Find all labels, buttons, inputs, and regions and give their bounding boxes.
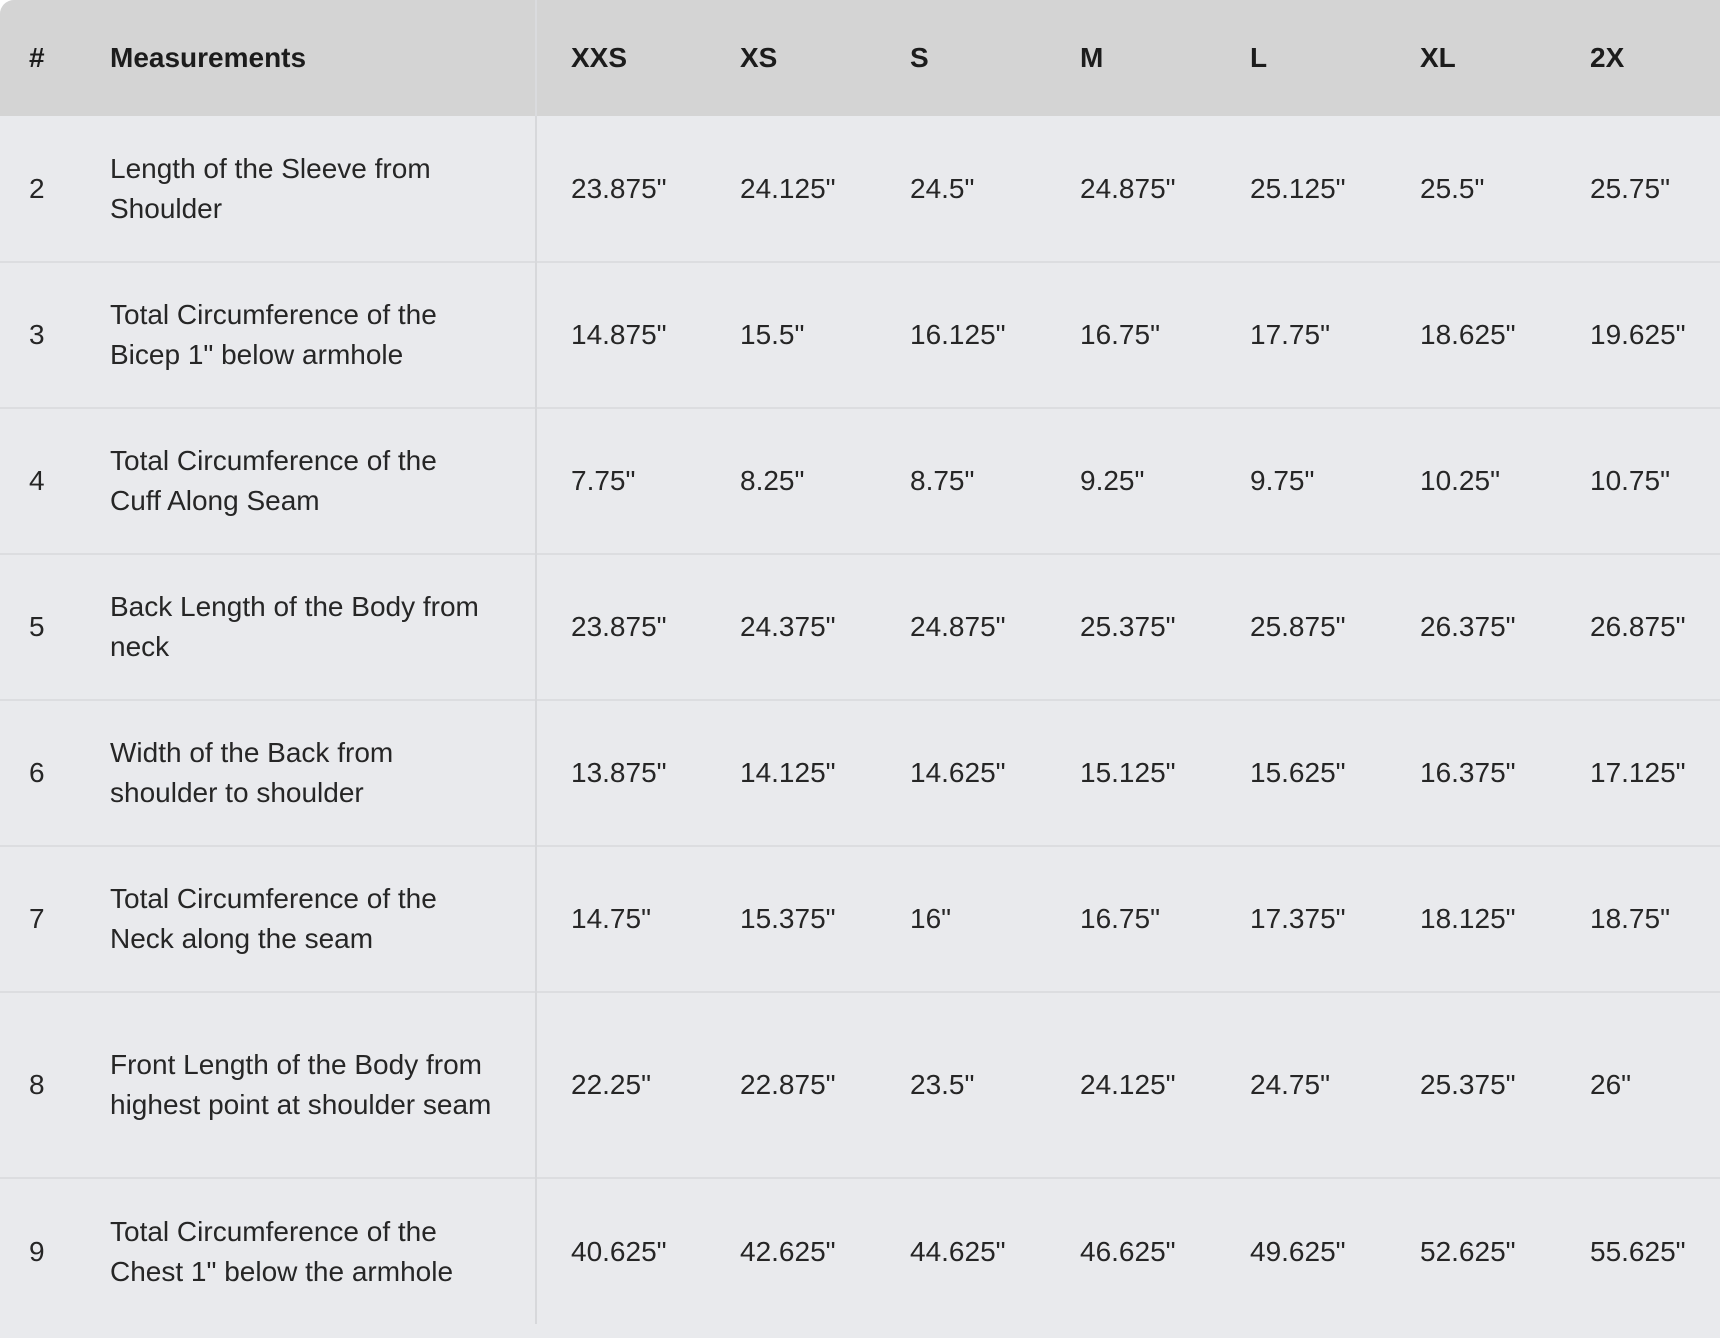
value-xl: 26.375" — [1420, 611, 1516, 642]
row-number: 2 — [29, 172, 45, 204]
table-row — [0, 992, 1720, 1178]
header-size-l: L — [1250, 42, 1268, 73]
value-2x: 17.125" — [1590, 757, 1686, 788]
table-row — [0, 554, 1720, 700]
value-xl: 52.625" — [1420, 1235, 1516, 1267]
value-l: 17.75" — [1250, 319, 1331, 350]
header-size-m: M — [1080, 42, 1104, 73]
table-row — [0, 846, 1720, 992]
value-l: 17.375" — [1250, 903, 1346, 934]
measurement-label: Front Length of the Body from highest point at shoulder seam — [110, 992, 536, 1178]
value-2x: 18.75" — [1590, 903, 1671, 934]
value-l: 25.125" — [1250, 172, 1346, 204]
measurement-label: Total Circumference of the Bicep 1" below armhole — [110, 262, 536, 408]
row-number: 9 — [29, 1235, 45, 1267]
value-2x: 25.75" — [1590, 172, 1671, 204]
value-l: 49.625" — [1250, 1235, 1346, 1267]
value-m: 24.875" — [1080, 172, 1176, 204]
value-2x: 26.875" — [1590, 611, 1686, 642]
value-xxs: 40.625" — [571, 1235, 667, 1267]
value-xs: 42.625" — [740, 1235, 836, 1267]
value-2x: 19.625" — [1590, 319, 1686, 350]
value-xs: 15.375" — [740, 903, 836, 934]
row-number: 5 — [29, 611, 45, 642]
value-m: 9.25" — [1080, 465, 1145, 496]
value-l: 15.625" — [1250, 757, 1346, 788]
value-xl: 25.5" — [1420, 172, 1485, 204]
value-s: 14.625" — [910, 757, 1006, 788]
measurement-label: Back Length of the Body from neck — [110, 554, 536, 700]
header-size-s: S — [910, 42, 929, 73]
table-row — [0, 700, 1720, 846]
value-xxs: 23.875" — [571, 172, 667, 204]
header-size-xs: XS — [740, 42, 778, 73]
value-xxs: 13.875" — [571, 757, 667, 788]
header-measurements: Measurements — [110, 0, 536, 116]
value-xs: 24.375" — [740, 611, 836, 642]
measurement-label: Total Circumference of the Cuff Along Seam — [110, 408, 536, 554]
row-number: 4 — [29, 465, 45, 496]
row-number: 3 — [29, 319, 45, 350]
value-m: 16.75" — [1080, 319, 1161, 350]
value-m: 15.125" — [1080, 757, 1176, 788]
value-m: 24.125" — [1080, 1069, 1176, 1100]
value-s: 23.5" — [910, 1069, 975, 1100]
value-m: 46.625" — [1080, 1235, 1176, 1267]
value-xl: 25.375" — [1420, 1069, 1516, 1100]
value-xl: 18.125" — [1420, 903, 1516, 934]
header-size-xxs: XXS — [571, 42, 628, 73]
value-s: 8.75" — [910, 465, 975, 496]
value-xl: 16.375" — [1420, 757, 1516, 788]
table-row — [0, 1178, 1720, 1324]
measurement-label: Width of the Back from shoulder to shoulder — [110, 700, 536, 846]
table-row — [0, 262, 1720, 408]
value-xxs: 23.875" — [571, 611, 667, 642]
value-2x: 10.75" — [1590, 465, 1671, 496]
measurement-label: Total Circumference of the Neck along the seam — [110, 846, 536, 992]
table-row — [0, 116, 1720, 262]
value-xxs: 7.75" — [571, 465, 636, 496]
value-s: 16.125" — [910, 319, 1006, 350]
measurement-label: Length of the Sleeve from Shoulder — [110, 116, 536, 262]
row-number: 6 — [29, 757, 45, 788]
value-xs: 22.875" — [740, 1069, 836, 1100]
value-xl: 18.625" — [1420, 319, 1516, 350]
value-xs: 24.125" — [740, 172, 836, 204]
value-xs: 15.5" — [740, 319, 805, 350]
value-s: 24.875" — [910, 611, 1006, 642]
table-row — [0, 408, 1720, 554]
value-xxs: 14.75" — [571, 903, 652, 934]
value-m: 25.375" — [1080, 611, 1176, 642]
value-xl: 10.25" — [1420, 465, 1501, 496]
value-2x: 55.625" — [1590, 1235, 1686, 1267]
header-row — [0, 0, 1720, 116]
value-l: 25.875" — [1250, 611, 1346, 642]
row-number: 7 — [29, 903, 45, 934]
value-xs: 8.25" — [740, 465, 805, 496]
row-number: 8 — [29, 1069, 45, 1100]
value-xxs: 22.25" — [571, 1069, 652, 1100]
value-m: 16.75" — [1080, 903, 1161, 934]
value-s: 16" — [910, 903, 952, 934]
value-s: 24.5" — [910, 172, 975, 204]
value-l: 9.75" — [1250, 465, 1315, 496]
measurement-label: Total Circumference of the Chest 1" below the armhole — [110, 1178, 536, 1324]
header-num: # — [29, 42, 45, 73]
header-size-2x: 2X — [1590, 42, 1625, 73]
value-s: 44.625" — [910, 1235, 1006, 1267]
header-size-xl: XL — [1420, 42, 1456, 73]
value-2x: 26" — [1590, 1069, 1632, 1100]
value-xxs: 14.875" — [571, 319, 667, 350]
value-l: 24.75" — [1250, 1069, 1331, 1100]
value-xs: 14.125" — [740, 757, 836, 788]
